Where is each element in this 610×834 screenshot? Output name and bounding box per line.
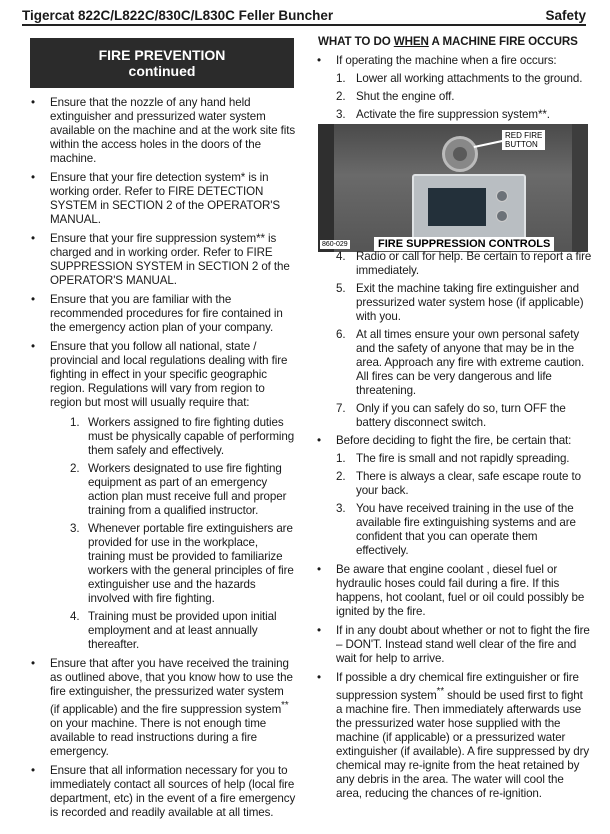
list-item: 1. Workers assigned to fire fighting duties must be physically capable of performing them safely and effectively.: [70, 416, 295, 457]
list-item: 2. Workers designated to use fire fighting equipment as part of an emergency action plan must receive full and proper training from a qualified instructor.: [70, 462, 287, 517]
regulations-list: [70, 416, 296, 652]
bullet-doubt: • If in any doubt about whether or not to fight the fire – DON'T. Instead stand well clear of the fire and wait for help to arrive.: [316, 624, 592, 666]
fire-suppression-photo: [318, 124, 588, 252]
bullet-detection: • Ensure that your fire detection system* is in working order. Refer to FIRE DETECTION SYSTEM in SECTION 2 of the OPERATOR'S MANUAL.: [30, 171, 296, 227]
photo-frame-left: [318, 124, 334, 252]
right-column-bottom: [316, 250, 592, 806]
red-fire-button-icon: [442, 136, 478, 172]
bullet-contacts: • Ensure that all information necessary for you to immediately contact all sources of help (local fire department, etc) in the event of a fire emergency is recorded and readily available at all times.: [30, 764, 296, 820]
fire-occurs-heading: WHAT TO DO WHEN A MACHINE FIRE OCCURS: [318, 35, 578, 48]
list-item: 5. Exit the machine taking fire extinguisher and pressurized water system hose (if applicable) with you.: [336, 282, 584, 323]
list-item: 7. Only if you can safely do so, turn OFF the battery disconnect switch.: [336, 402, 566, 429]
bullet-training: • Ensure that after you have received the training as outlined above, that you know how to use the fire extinguisher, the pressurized water system (if applicable) and the fire suppression system** on your machine. There is not enough time available to read instructions during a fire emergency.: [30, 657, 296, 759]
bullet-dry-chemical: • If possible a dry chemical fire extinguisher or fire suppression system** should be used first to fight a machine fire. Then immediately afterwards use the pressurized water hose supplied with the machine (if applicable) or a pressurized water extinguisher (if available). A fire suppressed by dry chemical may re-ignite from the heat retained by any debris in the area. The water will cool the area, reducing the chances of re-ignition.: [316, 671, 592, 801]
list-item: 3. You have received training in the use of the available fire extinguishing systems and are confident that you can operate them effectively.: [336, 502, 576, 557]
banner-subtitle: continued: [128, 63, 196, 79]
button-callout: RED FIRE BUTTON: [502, 130, 545, 150]
banner-title: FIRE PREVENTION: [98, 47, 226, 63]
list-item: 3. Activate the fire suppression system**.: [336, 108, 550, 121]
list-item: 2. There is always a clear, safe escape route to your back.: [336, 470, 581, 497]
operating-intro: • If operating the machine when a fire occurs: 1. Lower all working attachments to the ground. 2. Shut the engine off. 3. Activate the fire suppression system**.: [316, 54, 592, 122]
continued-steps: [316, 250, 592, 430]
list-item: 1. Lower all working attachments to the ground.: [336, 72, 583, 85]
page-header: [22, 0, 586, 26]
control-display: [428, 188, 486, 226]
operating-steps: [336, 72, 592, 122]
bullet-nozzle: • Ensure that the nozzle of any hand held extinguisher and pressurized water system available on the machine and at the work site fits within the access holes in the doors of the machine.: [30, 96, 296, 166]
list-item: 6. At all times ensure your own personal safety and the safety of anyone that may be in the area. Approach any fire with extreme caution. All fires can be very dangerous and life threatening.: [336, 328, 585, 397]
list-item: 4. Training must be provided upon initial employment and at least annually thereafter.: [70, 610, 277, 651]
list-item: 4. Radio or call for help. Be certain to report a fire immediately.: [336, 250, 592, 277]
control-panel: [412, 174, 526, 242]
list-item: 3. Whenever portable fire extinguishers are provided for use in the workplace, training must be provided to familiarize workers with the general principles of fire extinguisher use and the hazards involved with fire fighting.: [70, 522, 294, 605]
regulations-text: Ensure that you follow all national, state / provincial and local regulations dealing with fire fighting in effect in your specific geographic region. Regulations will vary from region to region but most will usually require that:: [50, 340, 288, 409]
right-column-top: [316, 54, 592, 127]
section-name: Safety: [545, 8, 586, 23]
manual-title: Tigercat 822C/L822C/830C/L830C Feller Buncher: [22, 8, 334, 23]
photo-caption: FIRE SUPPRESSION CONTROLS: [374, 237, 554, 251]
photo-frame-right: [572, 124, 588, 252]
bullet-suppression: • Ensure that your fire suppression system** is charged and in working order. Refer to FIRE SUPPRESSION SYSTEM in SECTION 2 of the OPERATOR'S MANUAL.: [30, 232, 296, 288]
bullet-hoses: • Be aware that engine coolant , diesel fuel or hydraulic hoses could fail during a fire. If this happens, hot coolant, fuel or oil could possibly be ignited by the fire.: [316, 563, 592, 619]
bullet-procedures: • Ensure that you are familiar with the recommended procedures for fire contained in the emergency action plan of your company.: [30, 293, 296, 335]
photo-id: 860-029: [322, 241, 348, 248]
panel-light: [496, 190, 508, 202]
before-fighting: • Before deciding to fight the fire, be certain that: 1. The fire is small and not rapidly spreading. 2. There is always a clear, safe escape route to your back. 3. You have received training in the use of the available fire extinguishing systems and are confident that you can operate them effectively.: [316, 434, 592, 558]
list-item: 2. Shut the engine off.: [336, 90, 455, 103]
fire-prevention-banner: [30, 38, 294, 88]
bullet-regulations: [30, 340, 296, 652]
list-item: 1. The fire is small and not rapidly spreading.: [336, 452, 570, 465]
panel-light: [496, 210, 508, 222]
left-column: [30, 96, 296, 825]
condition-list: [336, 452, 592, 558]
